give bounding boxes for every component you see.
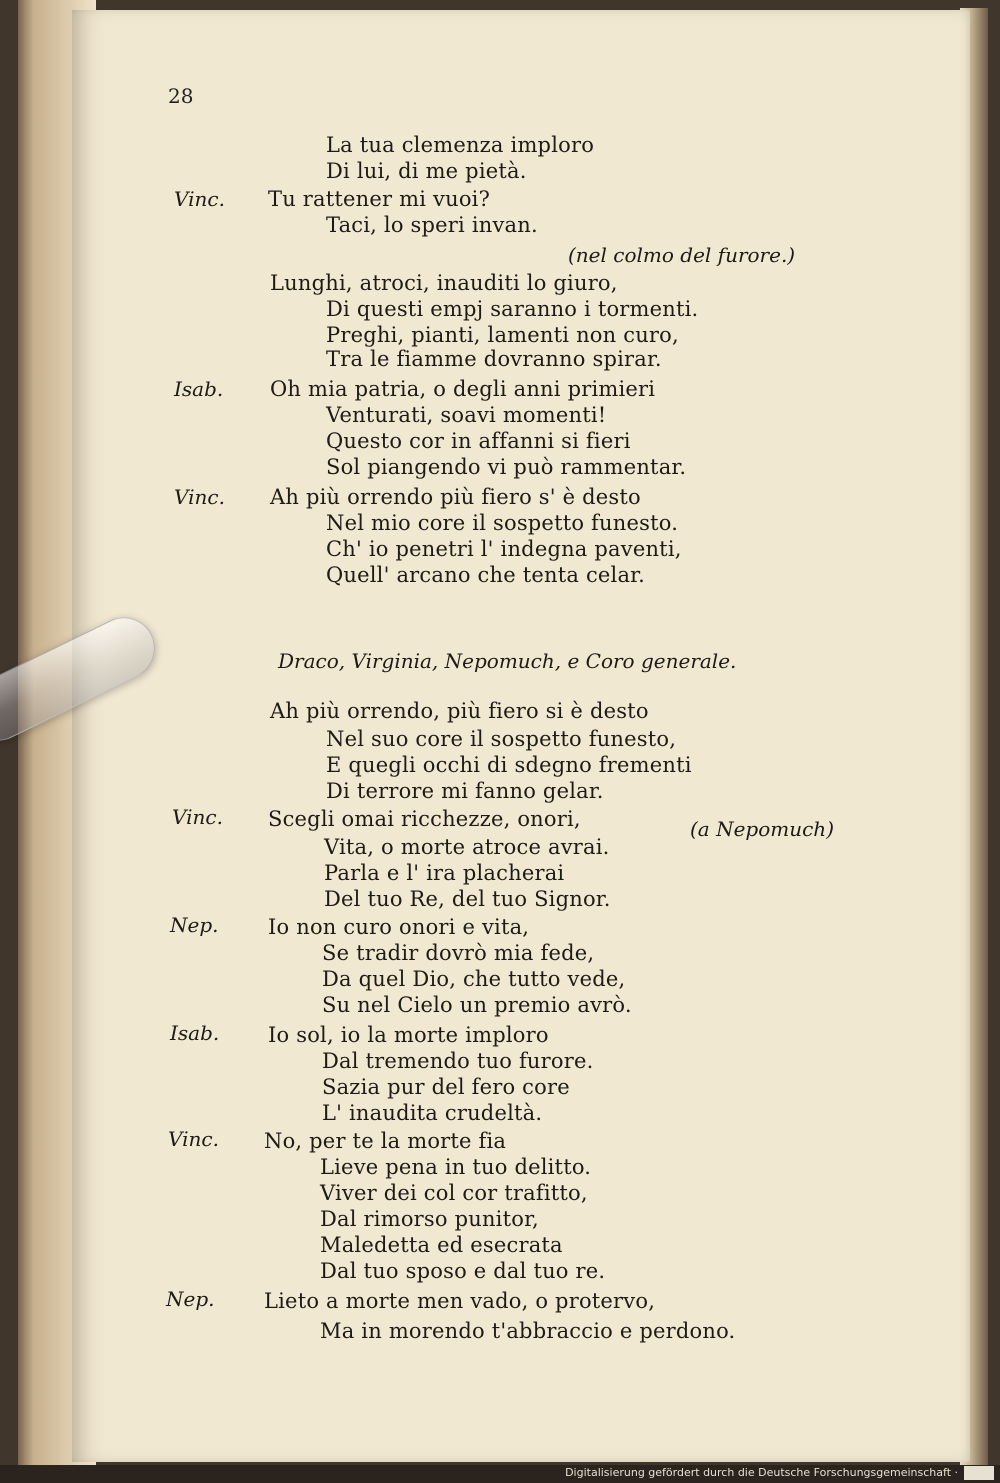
verse-line: Di questi empj saranno i tormenti. xyxy=(326,297,699,321)
speaker-label: Nep. xyxy=(170,913,219,937)
speaker-label: Vinc. xyxy=(174,485,225,509)
verse-line: Questo cor in affanni si fieri xyxy=(326,429,631,453)
verse-line: Maledetta ed esecrata xyxy=(320,1233,563,1257)
scene-heading: Draco, Virginia, Nepomuch, e Coro generale. xyxy=(278,649,737,673)
verse-line: Quell' arcano che tenta celar. xyxy=(326,563,645,587)
verse-line: Scegli omai ricchezze, onori, xyxy=(268,807,581,831)
verse-line: Sazia pur del fero core xyxy=(322,1075,570,1099)
page-number: 28 xyxy=(168,84,194,108)
verse-line: Ch' io penetri l' indegna paventi, xyxy=(326,537,682,561)
verse-line: Lieto a morte men vado, o protervo, xyxy=(264,1289,656,1313)
verse-line: Tu rattener mi vuoi? xyxy=(268,187,491,211)
verse-line: Ah più orrendo più fiero s' è desto xyxy=(270,485,641,509)
stage-direction: (nel colmo del furore.) xyxy=(568,243,796,267)
speaker-label: Vinc. xyxy=(174,187,225,211)
stage-direction: (a Nepomuch) xyxy=(690,817,834,841)
verse-line: Dal tuo sposo e dal tuo re. xyxy=(320,1259,606,1283)
speaker-label: Vinc. xyxy=(168,1127,219,1151)
verse-line: Da quel Dio, che tutto vede, xyxy=(322,967,626,991)
verse-line: Sol piangendo vi può rammentar. xyxy=(326,455,687,479)
verse-line: Lunghi, atroci, inauditi lo giuro, xyxy=(270,271,618,295)
verse-line: Nel mio core il sospetto funesto. xyxy=(326,511,679,535)
verse-line: Tra le fiamme dovranno spirar. xyxy=(326,347,662,371)
verse-line: Parla e l' ira placherai xyxy=(324,861,565,885)
verse-line: Vita, o morte atroce avrai. xyxy=(324,835,610,859)
verse-line: E quegli occhi di sdegno frementi xyxy=(326,753,692,777)
verse-line: Dal tremendo tuo furore. xyxy=(322,1049,594,1073)
verse-line: Lieve pena in tuo delitto. xyxy=(320,1155,592,1179)
verse-line: Su nel Cielo un premio avrò. xyxy=(322,993,632,1017)
verse-line: Di terrore mi fanno gelar. xyxy=(326,779,604,803)
verse-line: Dal rimorso punitor, xyxy=(320,1207,539,1231)
verse-line: Di lui, di me pietà. xyxy=(326,159,527,183)
verse-line: Ma in morendo t'abbraccio e perdono. xyxy=(320,1319,736,1343)
verse-line: Io non curo onori e vita, xyxy=(268,915,530,939)
verse-line: Del tuo Re, del tuo Signor. xyxy=(324,887,611,911)
verse-line: Taci, lo speri invan. xyxy=(326,213,538,237)
verse-line: Preghi, pianti, lamenti non curo, xyxy=(326,323,679,347)
verse-line: No, per te la morte fia xyxy=(264,1129,507,1153)
verse-line: Io sol, io la morte imploro xyxy=(268,1023,549,1047)
speaker-label: Vinc. xyxy=(172,805,223,829)
speaker-label: Isab. xyxy=(170,1021,220,1045)
speaker-label: Nep. xyxy=(166,1287,215,1311)
verse-line: Oh mia patria, o degli anni primieri xyxy=(270,377,656,401)
verse-line: La tua clemenza imploro xyxy=(326,133,595,157)
dfg-logo xyxy=(964,1466,994,1480)
speaker-label: Isab. xyxy=(174,377,224,401)
verse-line: Se tradir dovrò mia fede, xyxy=(322,941,595,965)
verse-line: Nel suo core il sospetto funesto, xyxy=(326,727,677,751)
verse-line: Ah più orrendo, più fiero si è desto xyxy=(270,699,649,723)
verse-line: Viver dei col cor trafitto, xyxy=(320,1181,588,1205)
footer-credit: Digitalisierung gefördert durch die Deutsche Forschungsgemeinschaft · xyxy=(565,1466,958,1479)
verse-line: L' inaudita crudeltà. xyxy=(322,1101,543,1125)
verse-line: Venturati, soavi momenti! xyxy=(326,403,607,427)
